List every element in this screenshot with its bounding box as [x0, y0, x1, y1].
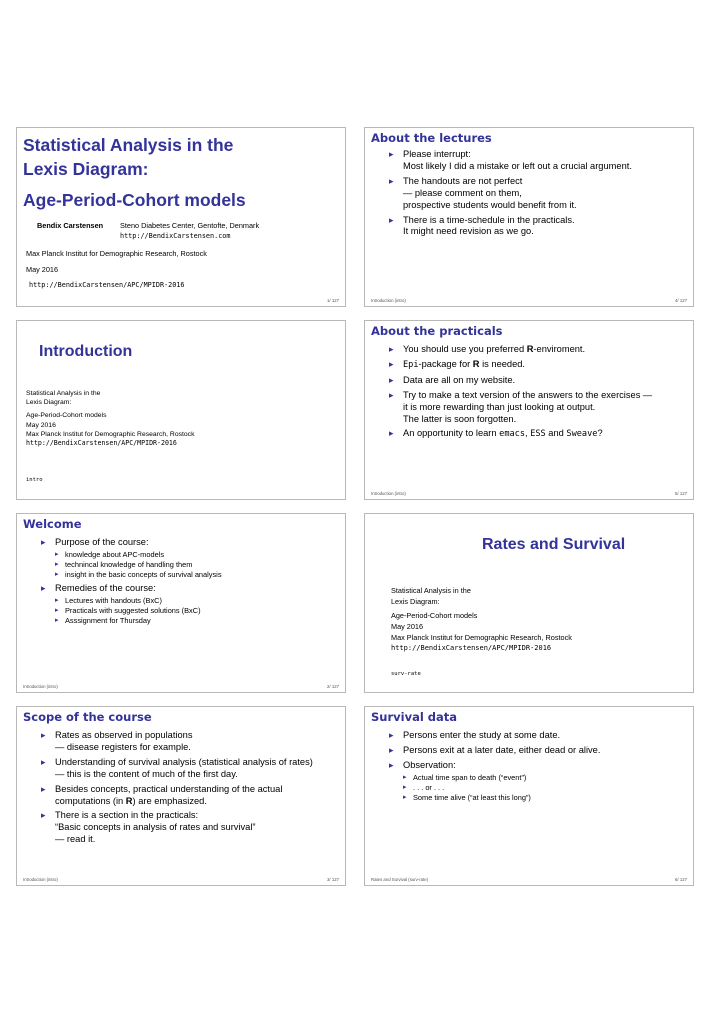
title-line-2: Lexis Diagram: [23, 159, 149, 179]
list-item: ▸ Remedies of the course: ▸ Lectures with handouts (BxC) ▸ Practicals with suggested solutions (BxC) ▸ Asssignment for Thursday [23, 583, 339, 626]
page-number: 5/ 127 [675, 491, 687, 496]
sub-list-item: ▸ . . . or . . . [403, 783, 687, 793]
frame-title: Survival data [371, 710, 458, 724]
list-item: ▸ Epi-package for R is needed. [371, 359, 687, 372]
frame-title: Scope of the course [23, 710, 152, 724]
page-number: 6/ 127 [675, 877, 687, 882]
bullet-list [23, 730, 339, 849]
slide-survival-data [364, 706, 694, 886]
section-title: Rates and Survival [482, 536, 626, 553]
slide-scope [16, 706, 346, 886]
sub-list-item: ▸ Actual time span to death (“event”) [403, 773, 687, 783]
footer-section: Introduction (intro) [23, 877, 58, 882]
footer-section: Introduction (intro) [23, 684, 58, 689]
list-item: ▸ An opportunity to learn emacs, ESS and Sweave? [371, 428, 687, 441]
list-item: ▸ There is a section in the practicals: “Basic concepts in analysis of rates and survival” — read it. [23, 810, 339, 846]
footer-section: Introduction (intro) [371, 491, 406, 496]
list-item: ▸ Purpose of the course: ▸ knowledge about APC-models ▸ technincal knowledge of handling them ▸ insight in the basic concepts of survival analysis [23, 537, 339, 580]
author-name: Bendix Carstensen [37, 221, 104, 230]
date: May 2016 [26, 265, 59, 274]
list-item: ▸ You should use you preferred R-enviroment. [371, 344, 687, 356]
section-label: intro [26, 477, 43, 483]
title-line-3: Age-Period-Cohort models [23, 190, 246, 210]
frame-title: Welcome [23, 517, 82, 531]
footer-section: Introduction (intro) [371, 298, 406, 303]
slide-title [16, 127, 346, 307]
list-item: ▸ Please interrupt: Most likely I did a mistake or left out a crucial argument. [371, 149, 687, 173]
list-item: ▸ Rates as observed in populations — disease registers for example. [23, 730, 339, 754]
bullet-list [371, 730, 687, 806]
list-item: ▸ Data are all on my website. [371, 375, 687, 387]
bullet-list [371, 149, 687, 241]
slide-footer [371, 488, 687, 496]
course-url: http://BendixCarstensen/APC/MPIDR-2016 [29, 281, 185, 289]
section-info: Statistical Analysis in the Lexis Diagram: Age-Period-Cohort models May 2016 Max Planck Institut for Demographic Research, Rostock http://BendixCarstensen/APC/MPIDR-2016 [26, 390, 195, 448]
list-item: ▸ Try to make a text version of the answers to the exercises — it is more rewarding than just looking at output. The latter is soon forgotten. [371, 390, 687, 426]
slide-footer [23, 295, 339, 303]
list-item: ▸ Observation: ▸ Actual time span to death (“event”) ▸ . . . or . . . ▸ Some time alive (“at least this long”) [371, 760, 687, 803]
slide-welcome [16, 513, 346, 693]
institution: Max Planck Institut for Demographic Research, Rostock [26, 249, 207, 258]
page-number: 3/ 127 [327, 877, 339, 882]
slide-section-rates-survival [364, 513, 694, 693]
list-item: ▸ Persons exit at a later date, either dead or alive. [371, 745, 687, 757]
footer-section: Rates and Survival (surv-rate) [371, 877, 429, 882]
section-info: Statistical Analysis in the Lexis Diagram: Age-Period-Cohort models May 2016 Max Planck Institut for Demographic Research, Rostock http://BendixCarstensen/APC/MPIDR-2016 [391, 586, 572, 652]
course-title [23, 133, 246, 212]
page-number: 1/ 127 [327, 298, 339, 303]
list-item: ▸ The handouts are not perfect — please comment on them, prospective students would benefit from it. [371, 176, 687, 212]
section-title: Introduction [39, 343, 133, 360]
page-number: 4/ 127 [675, 298, 687, 303]
bullet-list [23, 537, 339, 629]
page-number: 2/ 127 [327, 684, 339, 689]
sub-list-item: ▸ Lectures with handouts (BxC) [55, 596, 339, 606]
slide-footer [23, 874, 339, 882]
sub-list-item: ▸ insight in the basic concepts of survival analysis [55, 570, 339, 580]
slide-about-practicals [364, 320, 694, 500]
author-url: http://BendixCarstensen.com [120, 232, 231, 240]
author-affiliation: Steno Diabetes Center, Gentofte, Denmark [120, 221, 260, 230]
slide-footer [371, 295, 687, 303]
title-line-1: Statistical Analysis in the [23, 135, 234, 155]
sub-list-item: ▸ Practicals with suggested solutions (BxC) [55, 606, 339, 616]
sub-list-item: ▸ Some time alive (“at least this long”) [403, 793, 687, 803]
sub-list-item: ▸ knowledge about APC-models [55, 550, 339, 560]
list-item: ▸ There is a time-schedule in the practicals. It might need revision as we go. [371, 215, 687, 239]
sub-list-item: ▸ Asssignment for Thursday [55, 616, 339, 626]
list-item: ▸ Persons enter the study at some date. [371, 730, 687, 742]
bullet-list [371, 344, 687, 444]
sub-list-item: ▸ technincal knowledge of handling them [55, 560, 339, 570]
section-label: surv-rate [391, 671, 421, 677]
slide-footer [371, 874, 687, 882]
slide-about-lectures [364, 127, 694, 307]
slide-footer [23, 681, 339, 689]
slide-section-introduction [16, 320, 346, 500]
frame-title: About the lectures [371, 131, 492, 145]
list-item: ▸ Understanding of survival analysis (statistical analysis of rates) — this is the content of much of the first day. [23, 757, 339, 781]
list-item: ▸ Besides concepts, practical understanding of the actual computations (in R) are emphasized. [23, 784, 339, 808]
frame-title: About the practicals [371, 324, 503, 338]
